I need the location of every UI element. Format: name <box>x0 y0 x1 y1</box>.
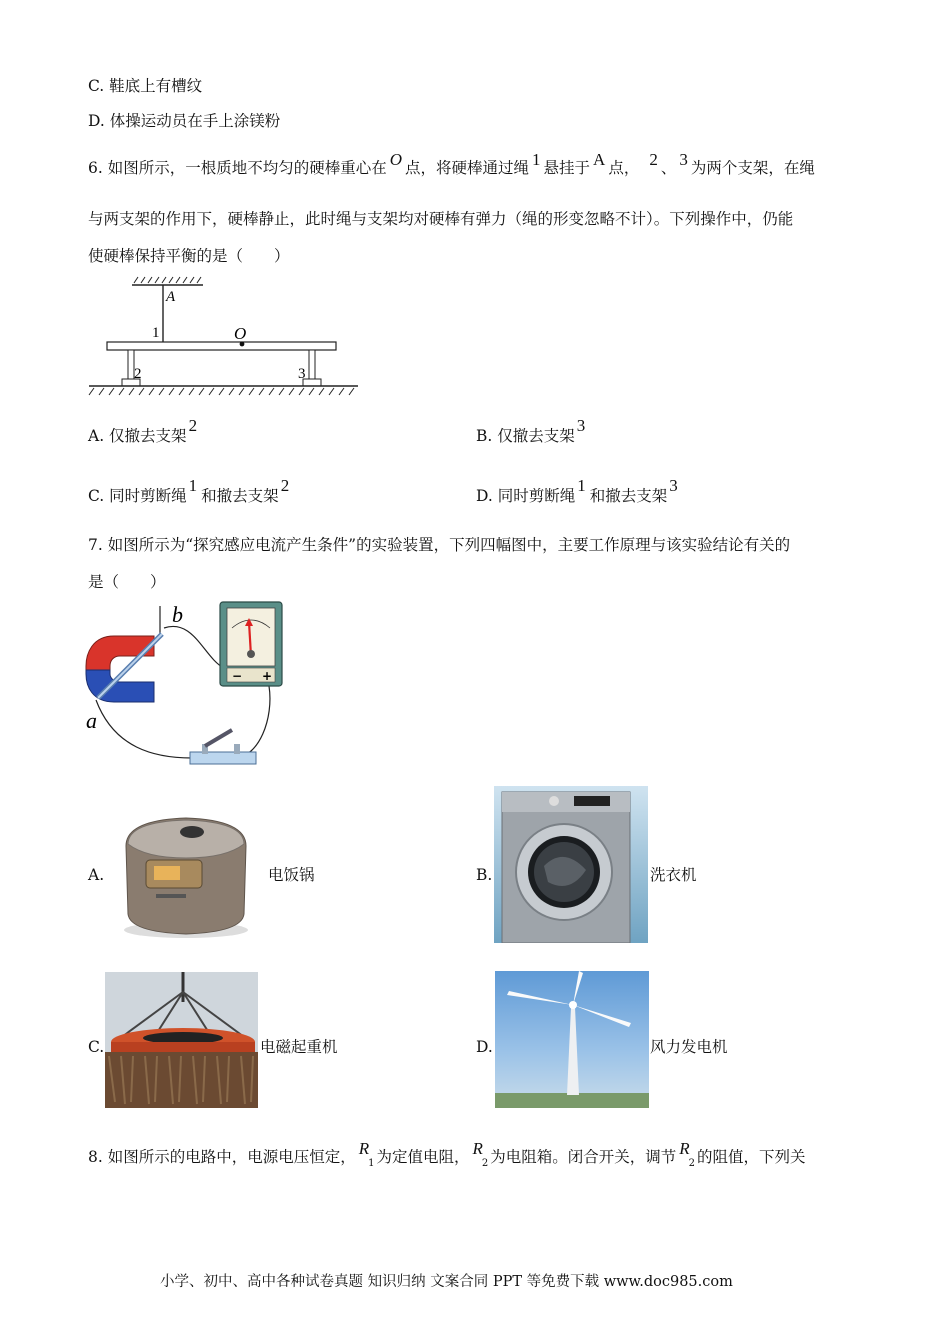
option-5d: D. 体操运动员在手上涂镁粉 <box>88 112 281 130</box>
label-1: 1 <box>152 325 160 341</box>
option-6d-num2: 3 <box>669 476 678 495</box>
symbol-R2-b: R <box>679 1139 690 1158</box>
question-6-line1 <box>88 150 815 178</box>
electromagnetic-crane-image <box>105 972 258 1108</box>
option-6a <box>88 416 198 446</box>
q8-text-a: 8. 如图所示的电路中，电源电压恒定， <box>88 1148 356 1166</box>
q6-text-c: 悬挂于 <box>543 159 591 177</box>
lever-diagram <box>86 274 362 400</box>
question-7-line2: 是（ ） <box>88 573 166 591</box>
label-2: 2 <box>134 366 142 382</box>
rice-cooker-image <box>106 802 264 942</box>
q6-text-e: 、 <box>660 159 677 177</box>
option-6b <box>476 416 586 446</box>
label-b: b <box>172 602 183 627</box>
symbol-R2-b-sub: 2 <box>688 1158 696 1170</box>
q8-text-b: 为定值电阻， <box>376 1148 470 1166</box>
symbol-2: 2 <box>649 150 658 169</box>
option-6b-text: B. 仅撤去支架 <box>476 427 575 445</box>
symbol-R1-sub: 1 <box>368 1158 375 1170</box>
wind-turbine-image <box>495 971 649 1108</box>
page-footer: 小学、初中、高中各种试卷真题 知识归纳 文案合同 PPT 等免费下载 www.doc985.com <box>160 1274 733 1290</box>
option-6c-text2: 和撤去支架 <box>201 487 279 505</box>
option-7d-label: 风力发电机 <box>650 1038 728 1056</box>
option-6c-num1: 1 <box>188 476 198 495</box>
svg-text:+: + <box>262 669 273 683</box>
question-6-line2: 与两支架的作用下，硬棒静止，此时绳与支架均对硬棒有弹力（绳的形变忽略不计）。下列操作中，仍能 <box>88 210 794 228</box>
q6-text-f: 为两个支架，在绳 <box>690 159 815 177</box>
symbol-R2: R <box>472 1139 483 1158</box>
symbol-1: 1 <box>532 150 541 169</box>
label-a: a <box>86 708 97 733</box>
option-5c: C. 鞋底上有槽纹 <box>88 77 203 95</box>
label-A: A <box>166 289 176 305</box>
question-6-line3: 使硬棒保持平衡的是（ ） <box>88 247 290 265</box>
q6-text-d: 点， <box>608 159 640 177</box>
question-8-line1 <box>88 1139 806 1174</box>
option-6d-num1: 1 <box>577 476 586 495</box>
label-3: 3 <box>298 366 306 382</box>
induction-apparatus-diagram <box>84 598 294 782</box>
symbol-O: O <box>389 150 402 169</box>
symbol-3: 3 <box>679 150 688 169</box>
option-6d <box>476 476 678 506</box>
option-7a-label: 电饭锅 <box>268 866 315 884</box>
option-6c-num2: 2 <box>280 476 290 495</box>
q6-text-a: 6. 如图所示，一根质地不均匀的硬棒重心在 <box>88 159 387 177</box>
option-6d-text1: D. 同时剪断绳 <box>476 487 576 505</box>
question-7-line1: 7. 如图所示为“探究感应电流产生条件”的实验装置，下列四幅图中，主要工作原理与该实验结论有关的 <box>88 536 791 554</box>
option-6a-text: A. 仅撤去支架 <box>88 427 187 445</box>
option-7c-letter: C. <box>88 1038 105 1056</box>
option-6c-text1: C. 同时剪断绳 <box>88 487 187 505</box>
option-7a-letter: A. <box>88 866 105 884</box>
option-6d-text2: 和撤去支架 <box>589 487 668 505</box>
option-6a-num: 2 <box>188 416 198 435</box>
symbol-R1: R <box>358 1139 370 1158</box>
q8-text-d: 的阻值，下列关 <box>697 1148 806 1166</box>
label-O: O <box>234 324 247 343</box>
q8-text-c: 为电阻箱。闭合开关，调节 <box>490 1148 677 1166</box>
option-7b-letter: B. <box>476 866 493 884</box>
q6-text-b: 点，将硬棒通过绳 <box>405 159 530 177</box>
symbol-A: A <box>593 150 606 169</box>
washing-machine-image <box>494 786 648 943</box>
option-7b-label: 洗衣机 <box>650 866 697 884</box>
symbol-R2-sub: 2 <box>481 1158 489 1170</box>
option-7d-letter: D. <box>476 1038 493 1056</box>
option-6c <box>88 476 290 506</box>
svg-text:−: − <box>232 669 243 683</box>
option-6b-num: 3 <box>576 416 586 435</box>
option-7c-label: 电磁起重机 <box>260 1038 338 1056</box>
